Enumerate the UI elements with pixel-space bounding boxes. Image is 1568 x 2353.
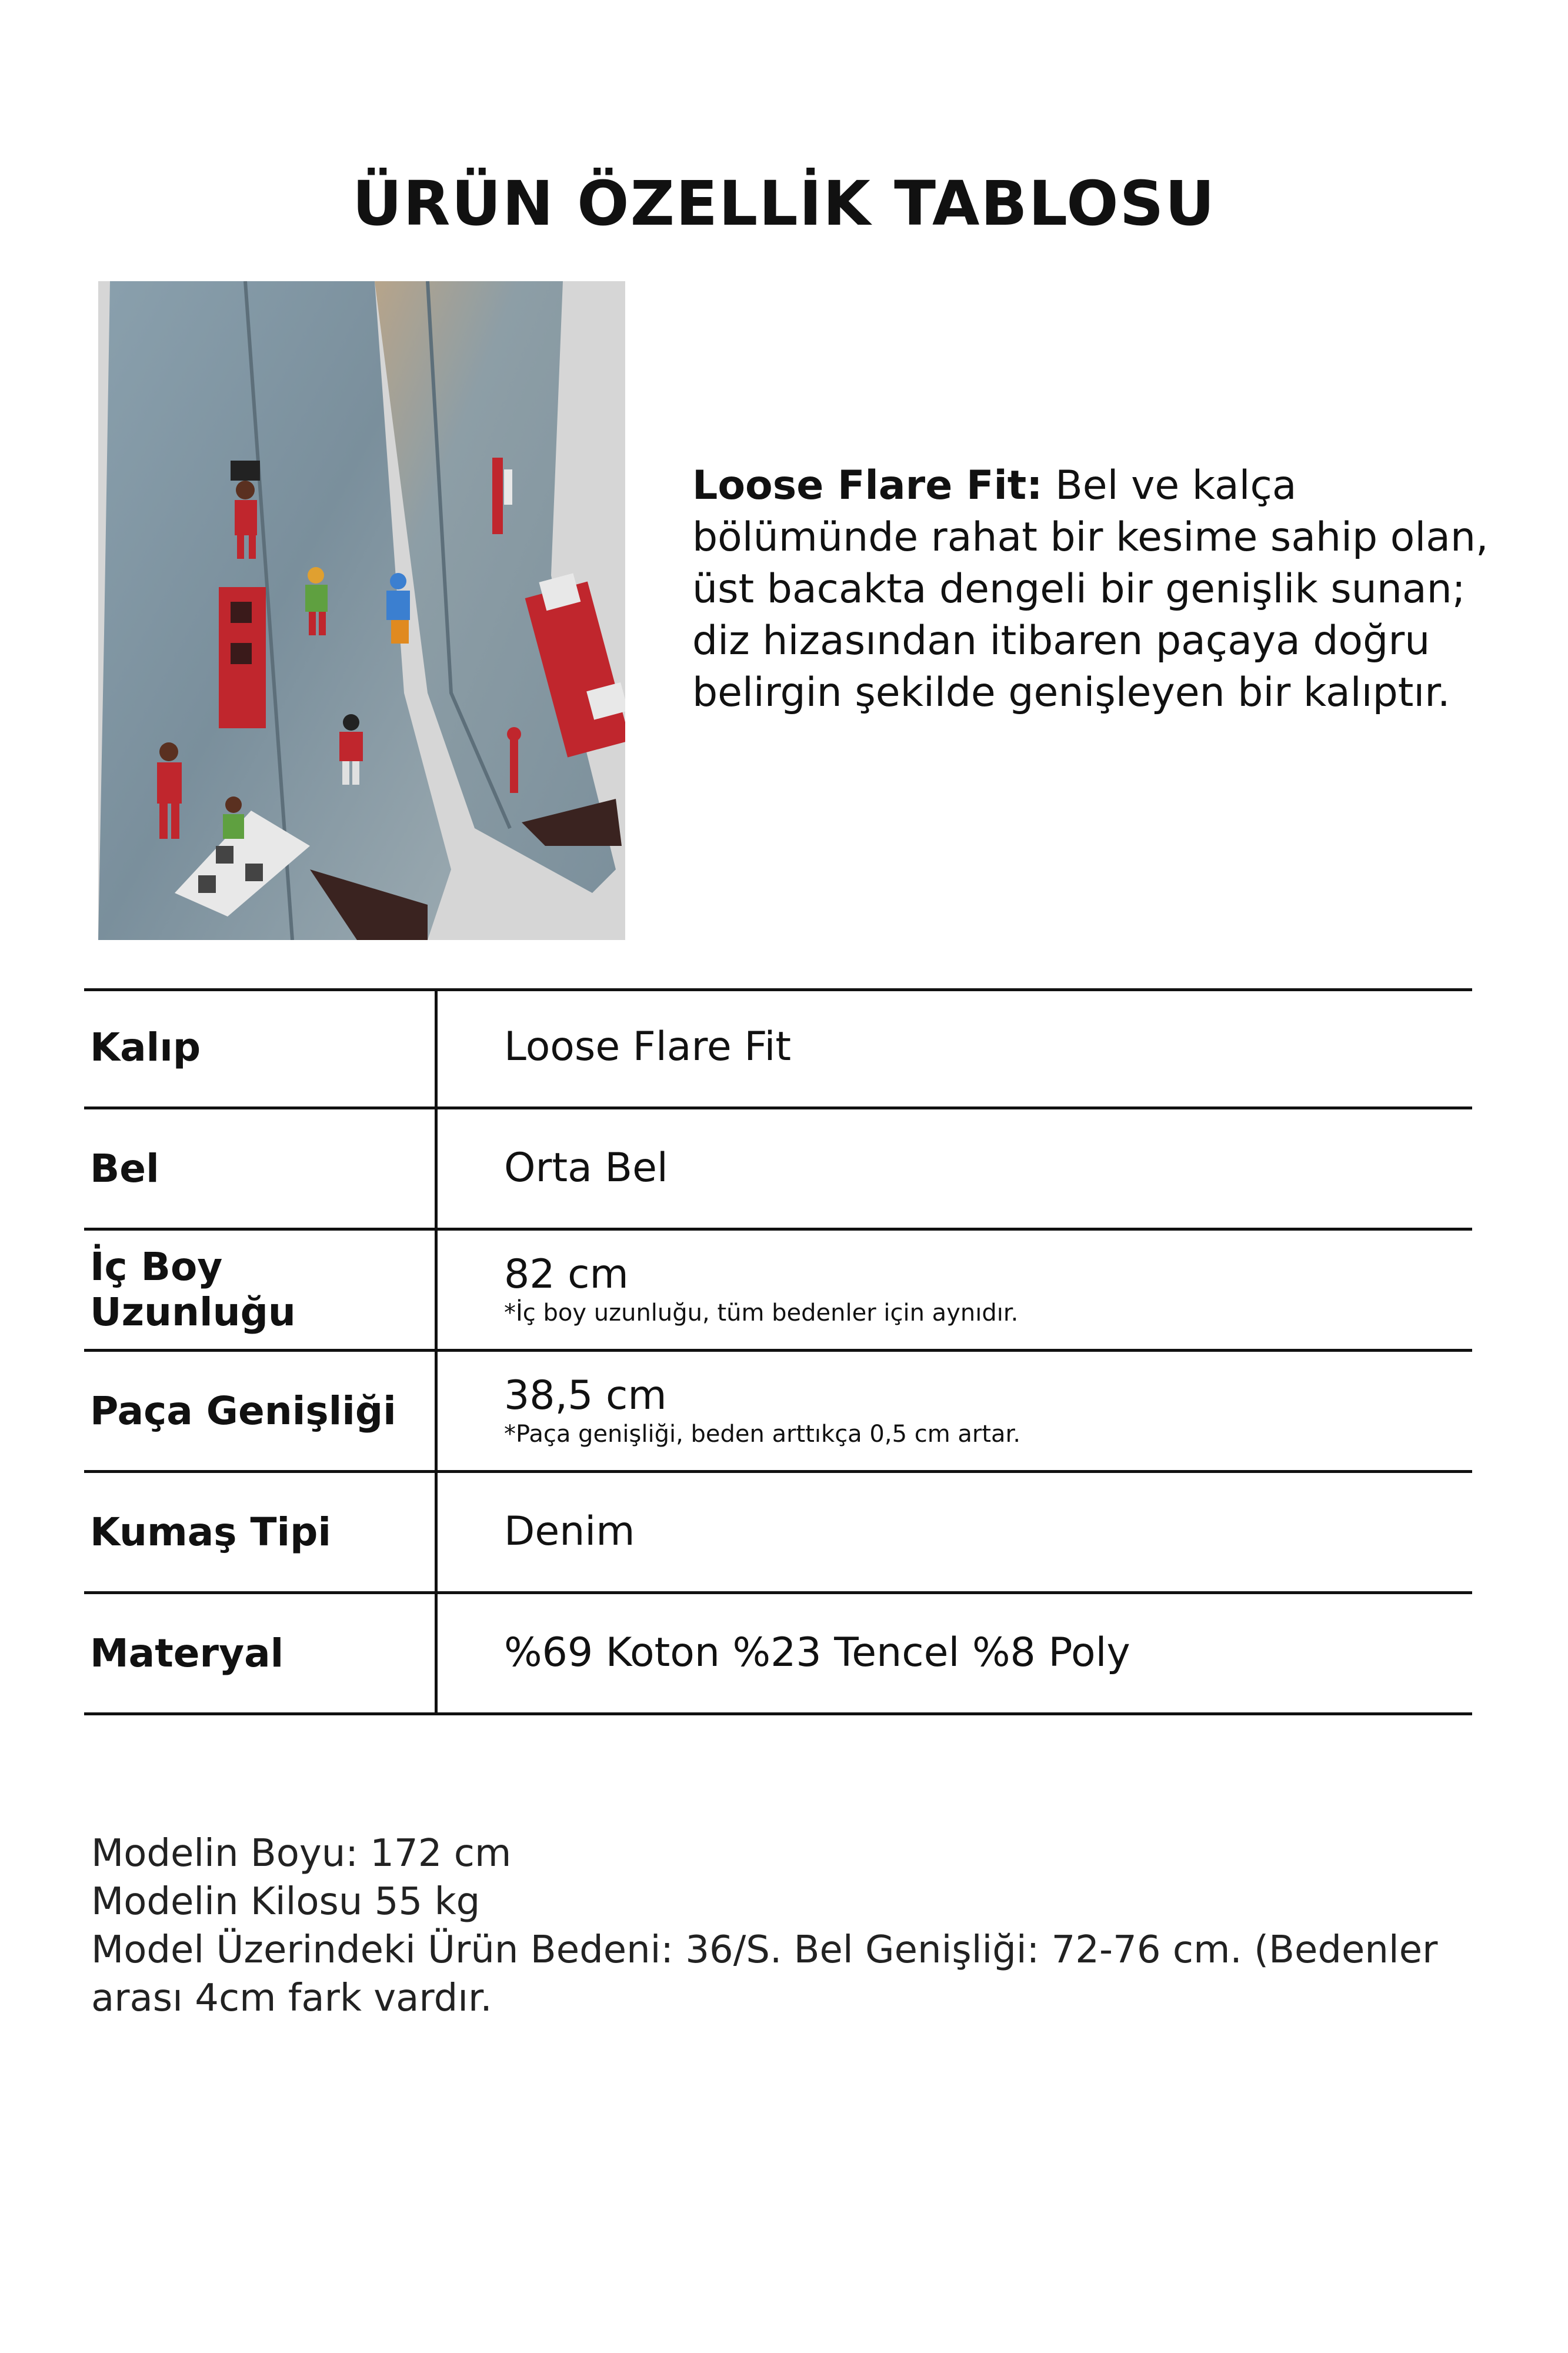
- column-divider: [435, 1594, 438, 1715]
- column-divider: [435, 1231, 438, 1352]
- page-title: ÜRÜN ÖZELLİK TABLOSU: [352, 168, 1216, 239]
- table-row: [84, 1473, 1472, 1594]
- table-row: [84, 988, 1472, 1109]
- model-weight: Modelin Kilosu 55 kg: [91, 1880, 481, 1924]
- product-photo: [98, 281, 625, 940]
- row-value: Denim: [504, 1508, 635, 1555]
- row-border: [84, 1712, 1472, 1715]
- table-row: [84, 1594, 1472, 1715]
- table-row: [84, 1109, 1472, 1231]
- jeans-illustration: [98, 281, 625, 940]
- model-info: [91, 1829, 1491, 2022]
- row-label: Paça Genişliği: [90, 1388, 396, 1434]
- row-value: 38,5 cm: [504, 1372, 667, 1419]
- row-value: %69 Koton %23 Tencel %8 Poly: [504, 1629, 1130, 1676]
- column-divider: [435, 1473, 438, 1594]
- model-size-info: Model Üzerindeki Ürün Bedeni: 36/S. Bel Genişliği: 72-76 cm. (Bedenler arası 4cm fark vardır.: [91, 1928, 1438, 2020]
- fit-description-text: Bel ve kalça bölümünde rahat bir kesime sahip olan, üst bacakta dengeli bir genişlik sunan; diz hizasından itibaren paçaya doğru belirgin şekilde genişleyen bir kalıptır.: [692, 462, 1489, 716]
- row-label: Bel: [90, 1145, 159, 1191]
- table-row: [84, 1231, 1472, 1352]
- fit-description: [692, 460, 1527, 719]
- column-divider: [435, 1352, 438, 1473]
- column-divider: [435, 988, 438, 1109]
- row-note: *İç boy uzunluğu, tüm bedenler için aynıdır.: [504, 1299, 1019, 1327]
- row-label: Kalıp: [90, 1024, 201, 1070]
- row-label: Kumaş Tipi: [90, 1509, 332, 1555]
- row-value: Loose Flare Fit: [504, 1024, 792, 1070]
- table-row: [84, 1352, 1472, 1473]
- row-label: İç Boy Uzunluğu: [90, 1244, 296, 1335]
- row-label: Materyal: [90, 1630, 284, 1676]
- embroidery-figure: [223, 796, 244, 839]
- embroidery-block: [219, 587, 266, 728]
- row-note: *Paça genişliği, beden arttıkça 0,5 cm artar.: [504, 1421, 1021, 1448]
- fit-description-lead: Loose Flare Fit:: [692, 462, 1043, 509]
- column-divider: [435, 1109, 438, 1231]
- row-value: 82 cm: [504, 1251, 629, 1298]
- model-height: Modelin Boyu: 172 cm: [91, 1832, 512, 1875]
- row-value: Orta Bel: [504, 1145, 668, 1191]
